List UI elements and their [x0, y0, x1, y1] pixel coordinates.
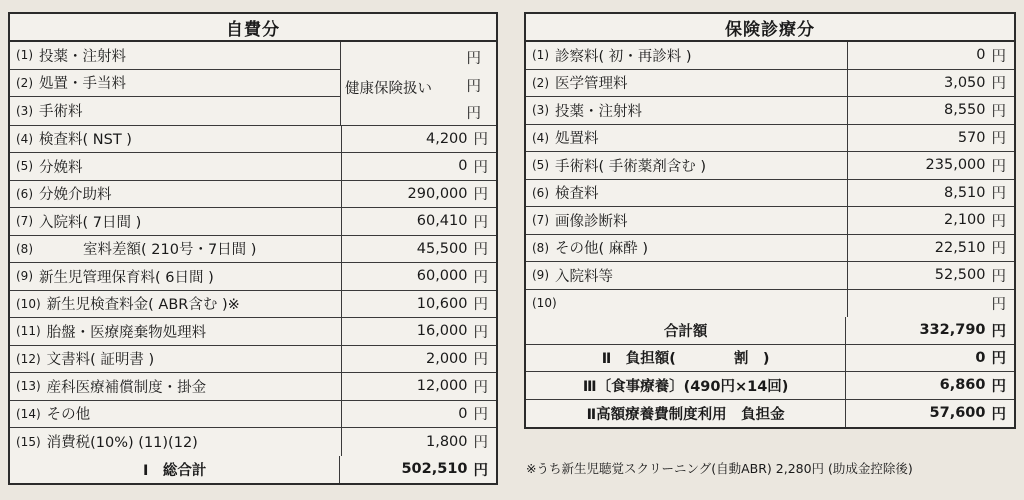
table-row: (3) 手術料 [10, 97, 341, 125]
row-amount: 60,000 [416, 268, 468, 285]
row-amount: 45,500 [416, 240, 468, 257]
row-amount: 0 [458, 405, 468, 422]
table-row: (4) 検査料( NST ) 4,200 円 [10, 126, 496, 154]
table-row: (9) 新生児管理保育料( 6日間 ) 60,000 円 [10, 263, 496, 291]
row-label: 合計額 [663, 323, 708, 340]
insurance-handled-note: 健康保険扱い [345, 81, 432, 97]
self-pay-title: 自費分 [10, 14, 496, 42]
row-label: 新生児管理保育料( 6日間 ) [39, 269, 214, 286]
summary-row: 合計額 332,790 円 [526, 317, 1014, 345]
table-row: (6) 分娩介助料 290,000 円 [10, 181, 496, 209]
insurance-handled-cell: 円 健康保険扱い 円 円 [345, 51, 481, 122]
table-row: (4) 処置料 570 円 [526, 125, 1014, 153]
row-label: Ⅱ高額療養費制度利用 負担金 [586, 406, 785, 423]
table-row: (11) 胎盤・医療廃棄物処理料 16,000 円 [10, 318, 496, 346]
summary-row: Ⅱ高額療養費制度利用 負担金 57,600 円 [526, 400, 1014, 428]
self-pay-rows [10, 126, 496, 456]
row-label: 胎盤・医療廃棄物処理料 [46, 324, 207, 341]
self-pay-table [8, 12, 498, 485]
row-label: 検査料( NST ) [39, 132, 132, 149]
row-label: 医学管理料 [555, 76, 628, 93]
row-label: 分娩介助料 [39, 187, 112, 204]
row-amount: 8,510 [943, 184, 986, 201]
row-label: Ⅲ〔食事療養〕(490円×14回) [582, 378, 789, 395]
table-row: (5) 分娩料 0 円 [10, 153, 496, 181]
table-row: (6) 検査料 8,510 円 [526, 180, 1014, 208]
table-row: (15) 消費税(10%) (11)(12) 1,800 円 [10, 428, 496, 456]
row-amount: 10,600 [416, 295, 468, 312]
row-label: 産科医療補償制度・掛金 [46, 379, 207, 396]
total-label: Ⅰ 総合計 [10, 456, 340, 484]
table-row: (2) 医学管理料 3,050 円 [526, 70, 1014, 98]
row-amount: 4,200 [425, 130, 468, 147]
row-label: 入院料等 [555, 268, 613, 285]
row-amount: 6,860 [939, 377, 986, 394]
row-label: 消費税(10%) (11)(12) [46, 435, 198, 452]
row-label: その他 [46, 407, 91, 424]
table-row: (10) 新生児検査料金( ABR含む )※ 10,600 円 [10, 291, 496, 319]
row-amount: 12,000 [416, 378, 468, 395]
insurance-rows [526, 42, 1014, 317]
row-amount: 0 [976, 47, 986, 64]
row-label: 入院料( 7日間 ) [39, 214, 142, 231]
total-amount: 502,510 [401, 461, 468, 478]
table-row: (13) 産科医療補償制度・掛金 12,000 円 [10, 373, 496, 401]
row-label: Ⅱ 負担額( 割 ) [601, 351, 770, 368]
row-label: 室料差額( 210号・7日間 ) [83, 242, 257, 259]
row-label: 処置料 [555, 131, 599, 148]
footnote: ※うち新生児聴覚スクリーニング(自動ABR) 2,280円 (助成金控除後) [526, 461, 913, 476]
table-row: (10) 円 [526, 290, 1014, 318]
table-row: (9) 入院料等 52,500 円 [526, 262, 1014, 290]
table-row: (7) 入院料( 7日間 ) 60,410 円 [10, 208, 496, 236]
table-row: (12) 文書料( 証明書 ) 2,000 円 [10, 346, 496, 374]
row-label: 診察料( 初・再診料 ) [555, 48, 692, 65]
row-label: その他( 麻酔 ) [555, 241, 649, 258]
row-label: 画像診断料 [555, 213, 628, 230]
row-label: 手術料( 手術薬剤含む ) [555, 158, 707, 175]
table-row: (14) その他 0 円 [10, 401, 496, 429]
self-pay-total-row: Ⅰ 総合計 502,510 円 [10, 456, 496, 484]
row-amount: 0 [975, 349, 986, 366]
row-amount: 290,000 [407, 185, 468, 202]
row-amount: 2,100 [943, 212, 986, 229]
row-amount: 52,500 [934, 267, 986, 284]
row-amount: 1,800 [425, 433, 468, 450]
row-amount: 0 [458, 158, 468, 175]
row-amount: 60,410 [416, 213, 468, 230]
row-amount: 57,600 [929, 405, 986, 422]
summary-row: Ⅲ〔食事療養〕(490円×14回) 6,860 円 [526, 372, 1014, 400]
row-amount: 8,550 [943, 102, 986, 119]
row-label: 新生児検査料金( ABR含む )※ [46, 297, 240, 314]
row-label: 分娩料 [39, 159, 83, 176]
summary-row: Ⅱ 負担額( 割 ) 0 円 [526, 345, 1014, 373]
table-row: (8) 室料差額( 210号・7日間 ) 45,500 円 [10, 236, 496, 264]
row-amount: 22,510 [934, 239, 986, 256]
insurance-handled-block [10, 42, 496, 126]
row-amount: 3,050 [943, 74, 986, 91]
row-label: 検査料 [555, 186, 599, 203]
table-row: (3) 投薬・注射料 8,550 円 [526, 97, 1014, 125]
row-label: 文書料( 証明書 ) [46, 352, 155, 369]
table-row: (1) 診察料( 初・再診料 ) 0 円 [526, 42, 1014, 70]
table-row: (5) 手術料( 手術薬剤含む ) 235,000 円 [526, 152, 1014, 180]
table-row: (1) 投薬・注射料 [10, 42, 341, 70]
row-amount: 332,790 [919, 322, 986, 339]
insurance-summary [526, 317, 1014, 427]
row-amount: 235,000 [925, 157, 986, 174]
row-label: 投薬・注射料 [555, 103, 642, 120]
table-row: (7) 画像診断料 2,100 円 [526, 207, 1014, 235]
row-amount: 16,000 [416, 323, 468, 340]
row-amount: 2,000 [425, 350, 468, 367]
insurance-title: 保険診療分 [526, 14, 1014, 42]
table-row: (2) 処置・手当料 [10, 70, 341, 98]
insurance-table [524, 12, 1016, 429]
table-row: (8) その他( 麻酔 ) 22,510 円 [526, 235, 1014, 263]
row-amount: 570 [957, 129, 986, 146]
